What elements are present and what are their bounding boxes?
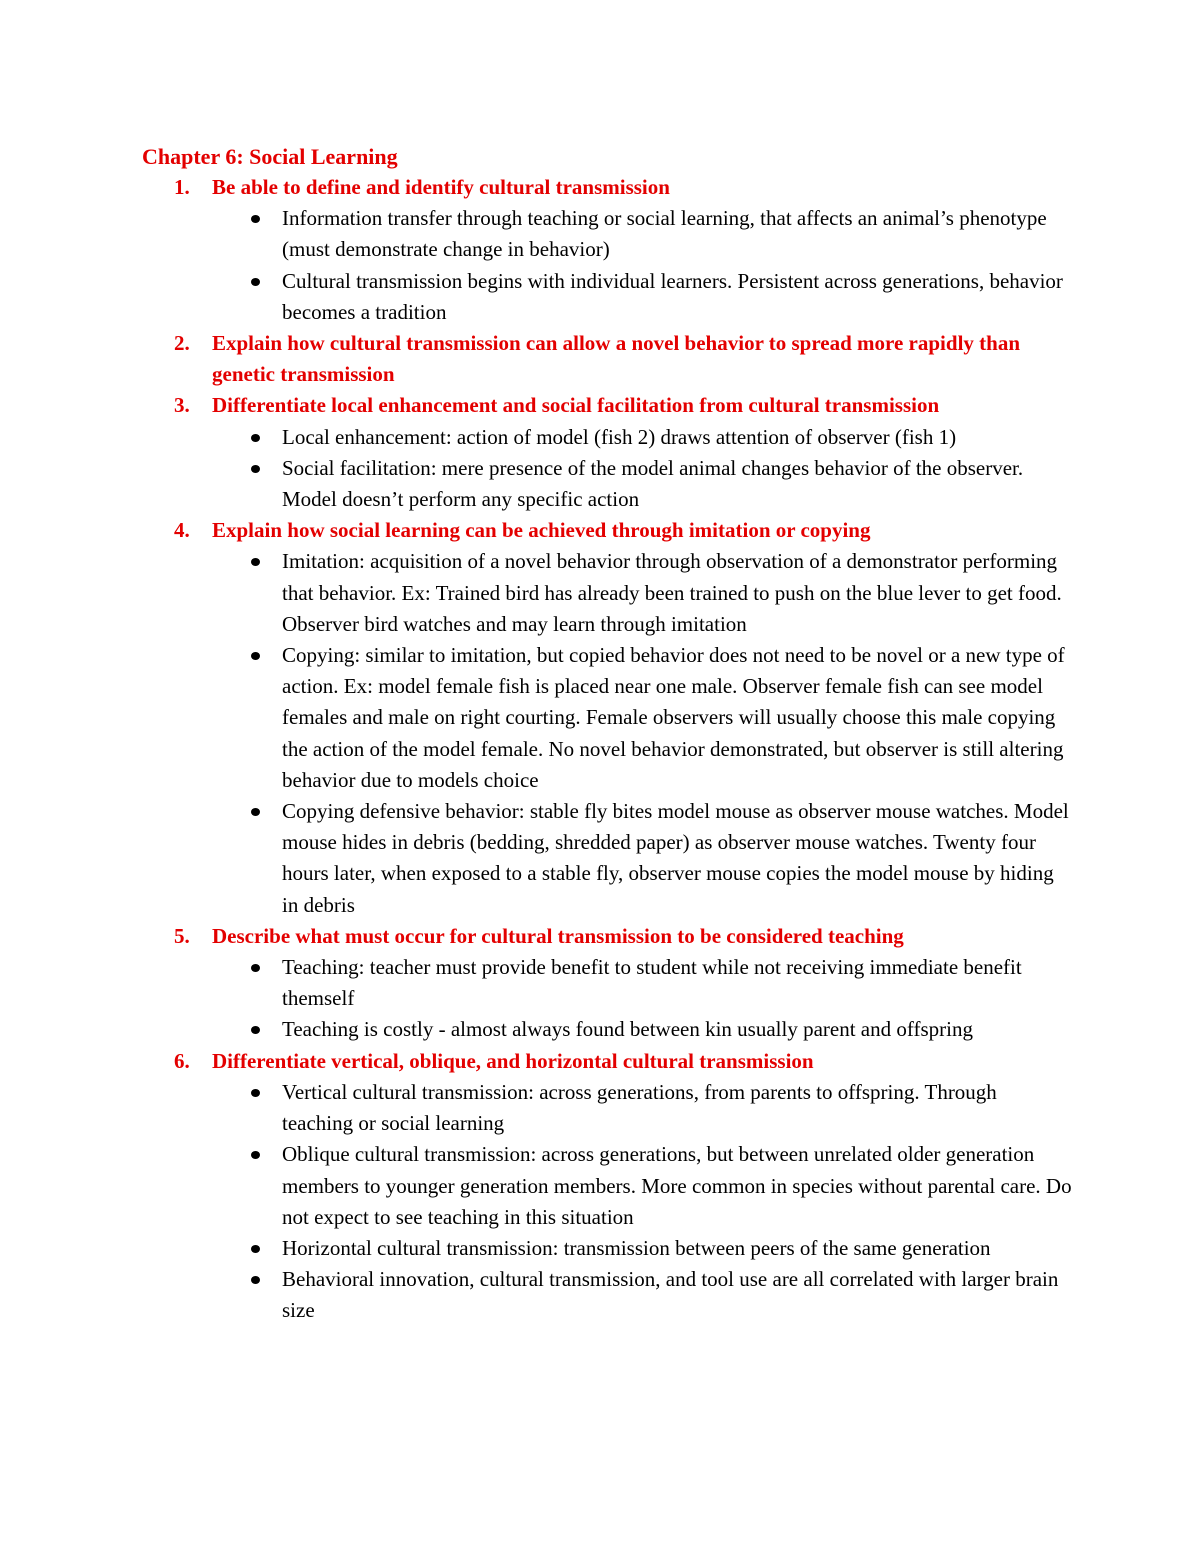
question-item [142, 390, 1072, 515]
answer-bullet-text: Oblique cultural transmission: across generations, but between unrelated older generation members to younger generation members. More common in species without parental care. Do not expect to see teaching in this situation [282, 1142, 1072, 1229]
answer-bullet [212, 546, 1072, 640]
answer-bullet-list [212, 1077, 1072, 1327]
bullet-dot-icon [251, 652, 260, 660]
question-item [142, 921, 1072, 1046]
bullet-dot-icon [251, 558, 260, 566]
bullet-dot-icon [251, 1245, 260, 1253]
question-number: 5. [174, 923, 190, 948]
bullet-dot-icon [251, 278, 260, 286]
answer-bullet-text: Copying: similar to imitation, but copied behavior does not need to be novel or a new type of action. Ex: model female fish is placed near one male. Observer female fish can see model females and male on right courting. Female observers will usually choose this male copying the action of the model female. No novel behavior demonstrated, but observer is still altering behavior due to models choice [282, 643, 1065, 792]
answer-bullet-list [212, 952, 1072, 1046]
answer-bullet-text: Cultural transmission begins with individual learners. Persistent across generations, behavior becomes a tradition [282, 268, 1063, 324]
question-text: Be able to define and identify cultural transmission [212, 175, 670, 199]
answer-bullet [212, 1264, 1072, 1326]
question-item [142, 328, 1072, 390]
answer-bullet-text: Local enhancement: action of model (fish 2) draws attention of observer (fish 1) [282, 424, 957, 449]
question-list [142, 172, 1072, 1327]
answer-bullet [212, 952, 1072, 1014]
answer-bullet-list [212, 203, 1072, 328]
bullet-dot-icon [251, 1026, 260, 1034]
answer-bullet-text: Behavioral innovation, cultural transmission, and tool use are all correlated with larger brain size [282, 1267, 1059, 1323]
answer-bullet-list [212, 422, 1072, 516]
bullet-dot-icon [251, 215, 260, 223]
answer-bullet-text: Teaching: teacher must provide benefit to student while not receiving immediate benefit themself [282, 955, 1022, 1011]
question-text: Explain how cultural transmission can allow a novel behavior to spread more rapidly than genetic transmission [212, 331, 1021, 387]
answer-bullet-text: Information transfer through teaching or social learning, that affects an animal’s phenotype (must demonstrate change in behavior) [282, 206, 1047, 262]
answer-bullet-text: Copying defensive behavior: stable fly bites model mouse as observer mouse watches. Model mouse hides in debris (bedding, shredded paper) as observer mouse watches. Twenty four hours later, when exposed to a stable fly, observer mouse copies the model mouse by hiding in debris [282, 799, 1069, 917]
question-number: 3. [174, 393, 190, 418]
bullet-dot-icon [251, 964, 260, 972]
answer-bullet-text: Horizontal cultural transmission: transmission between peers of the same generation [282, 1235, 991, 1260]
answer-bullet [212, 1014, 1072, 1045]
answer-bullet-text: Vertical cultural transmission: across generations, from parents to offspring. Through teaching or social learning [282, 1079, 997, 1136]
question-item [142, 172, 1072, 328]
bullet-dot-icon [251, 465, 260, 473]
bullet-dot-icon [251, 1276, 260, 1284]
answer-bullet-text: Teaching is costly - almost always found between kin usually parent and offspring [282, 1017, 973, 1042]
question-text: Explain how social learning can be achieved through imitation or copying [212, 518, 871, 543]
question-number: 1. [174, 175, 190, 199]
answer-bullet [212, 640, 1072, 796]
bullet-dot-icon [251, 808, 260, 816]
question-item [142, 515, 1072, 921]
answer-bullet [212, 453, 1072, 515]
answer-bullet [212, 203, 1072, 265]
question-text: Describe what must occur for cultural transmission to be considered teaching [212, 923, 904, 948]
answer-bullet [212, 1233, 1072, 1264]
answer-bullet-text: Imitation: acquisition of a novel behavior through observation of a demonstrator performing that behavior. Ex: Trained bird has already been trained to push on the blue lever to get food. Observer bird watches and may learn through imitation [282, 549, 1062, 636]
notes-content [142, 141, 1072, 1327]
answer-bullet [212, 422, 1072, 453]
answer-bullet-text: Social facilitation: mere presence of the model animal changes behavior of the observer. Model doesn’t perform any specific action [282, 455, 1024, 512]
bullet-dot-icon [251, 1089, 260, 1097]
bullet-dot-icon [251, 1151, 260, 1159]
question-text: Differentiate vertical, oblique, and horizontal cultural transmission [212, 1048, 814, 1073]
answer-bullet [212, 266, 1072, 328]
question-text: Differentiate local enhancement and social facilitation from cultural transmission [212, 393, 940, 418]
answer-bullet [212, 1139, 1072, 1233]
question-number: 2. [174, 331, 190, 356]
answer-bullet [212, 1077, 1072, 1139]
question-item [142, 1046, 1072, 1327]
answer-bullet [212, 796, 1072, 921]
bullet-dot-icon [251, 434, 260, 442]
answer-bullet-list [212, 546, 1072, 920]
question-number: 4. [174, 518, 190, 543]
question-number: 6. [174, 1048, 190, 1073]
chapter-title: Chapter 6: Social Learning [142, 144, 398, 169]
